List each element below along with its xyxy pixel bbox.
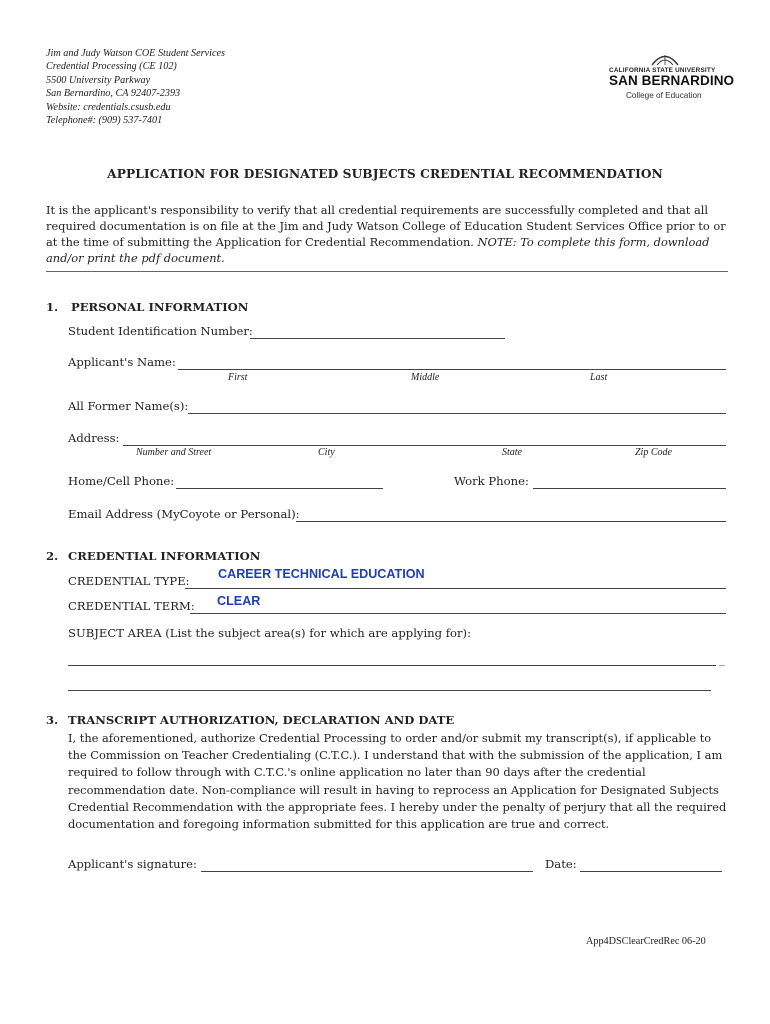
email-field[interactable] [296,521,726,522]
declaration-paragraph: I, the aforementioned, authorize Credential Processing to order and/or submit my transcript(s), if applicable to the Commission on Teacher Credentialing (C.T.C.). I understand that with the submission of the application, I am required to follow through with C.T.C.'s online application no later than 90 days after the credential recommendation date. Non-compliance will result in having to reprocess an Application for Designated Subjects Credential Recommendation with the appropriate fees. I hereby under the penalty of perjury that all the required documentation and foregoing information submitted for this application are true and correct. [68,731,727,832]
logo-campus-name: SAN BERNARDINO [609,73,735,88]
student-id-label: Student Identification Number: [68,324,253,338]
credential-type-field[interactable] [185,588,726,589]
zip-caption: Zip Code [635,447,672,458]
section-3-number: 3. [46,713,59,727]
applicant-name-label: Applicant's Name: [68,355,176,369]
address-line: 5500 University Parkway [46,74,151,86]
work-phone-label: Work Phone: [454,474,529,488]
city-caption: City [318,447,335,458]
logo-college-name: College of Education [626,91,702,100]
csusb-logo [606,52,735,104]
home-phone-field[interactable] [176,488,383,489]
section-3-heading: TRANSCRIPT AUTHORIZATION, DECLARATION AND DATE [68,713,455,727]
subject-area-field-1[interactable] [68,665,716,666]
website-line: Website: credentials.csusb.edu [46,101,171,113]
section-1-number: 1. [46,300,59,314]
address-line: Credential Processing (CE 102) [46,61,177,73]
intro-paragraph [46,202,728,266]
credential-type-label: CREDENTIAL TYPE: [68,574,190,588]
subject-area-label: SUBJECT AREA (List the subject area(s) for which are applying for): [68,626,471,640]
date-label: Date: [545,857,577,871]
address-label: Address: [68,431,120,445]
logo-university-line: CALIFORNIA STATE UNIVERSITY [609,67,716,74]
intro-text: It is the applicant's responsibility to verify that all credential requirements are successfully completed and that all required documentation is on file at the Jim and Judy Watson College of Education Student Services Office prior to or at the time of submitting the Application for Credential Recommendation. [46,203,726,249]
first-name-caption: First [228,372,248,383]
subject-area-trail: _ [719,652,725,666]
state-caption: State [502,447,522,458]
last-name-caption: Last [590,372,608,383]
address-line: San Bernardino, CA 92407-2393 [46,88,181,100]
page-title: APPLICATION FOR DESIGNATED SUBJECTS CREDENTIAL RECOMMENDATION [107,167,663,181]
signature-field[interactable] [201,871,533,872]
office-address [46,47,225,127]
work-phone-field[interactable] [533,488,726,489]
date-field[interactable] [580,871,722,872]
credential-term-field[interactable] [190,613,726,614]
street-caption: Number and Street [136,447,212,458]
credential-term-label: CREDENTIAL TERM: [68,599,195,613]
student-id-field[interactable] [250,338,505,339]
former-names-label: All Former Name(s): [68,399,189,413]
applicant-name-field[interactable] [178,369,726,370]
address-field[interactable] [123,445,726,446]
logo-arc-icon [650,52,680,66]
middle-name-caption: Middle [411,372,440,383]
credential-term-value: CLEAR [217,594,261,608]
telephone-line: Telephone#: (909) 537-7401 [46,115,163,127]
form-code: App4DSClearCredRec 06-20 [586,936,706,947]
subject-area-field-2[interactable] [68,690,711,691]
credential-type-value: CAREER TECHNICAL EDUCATION [218,567,425,581]
divider [46,271,728,272]
home-phone-label: Home/Cell Phone: [68,474,175,488]
section-2-heading: CREDENTIAL INFORMATION [68,549,261,563]
address-line: Jim and Judy Watson COE Student Services [46,48,226,59]
intro-note: NOTE: To complete this form, download and/or print the pdf document. [46,235,710,265]
email-label: Email Address (MyCoyote or Personal): [68,507,300,521]
former-names-field[interactable] [188,413,726,414]
signature-label: Applicant's signature: [68,857,197,871]
section-1-heading: PERSONAL INFORMATION [71,300,249,314]
section-2-number: 2. [46,549,59,563]
